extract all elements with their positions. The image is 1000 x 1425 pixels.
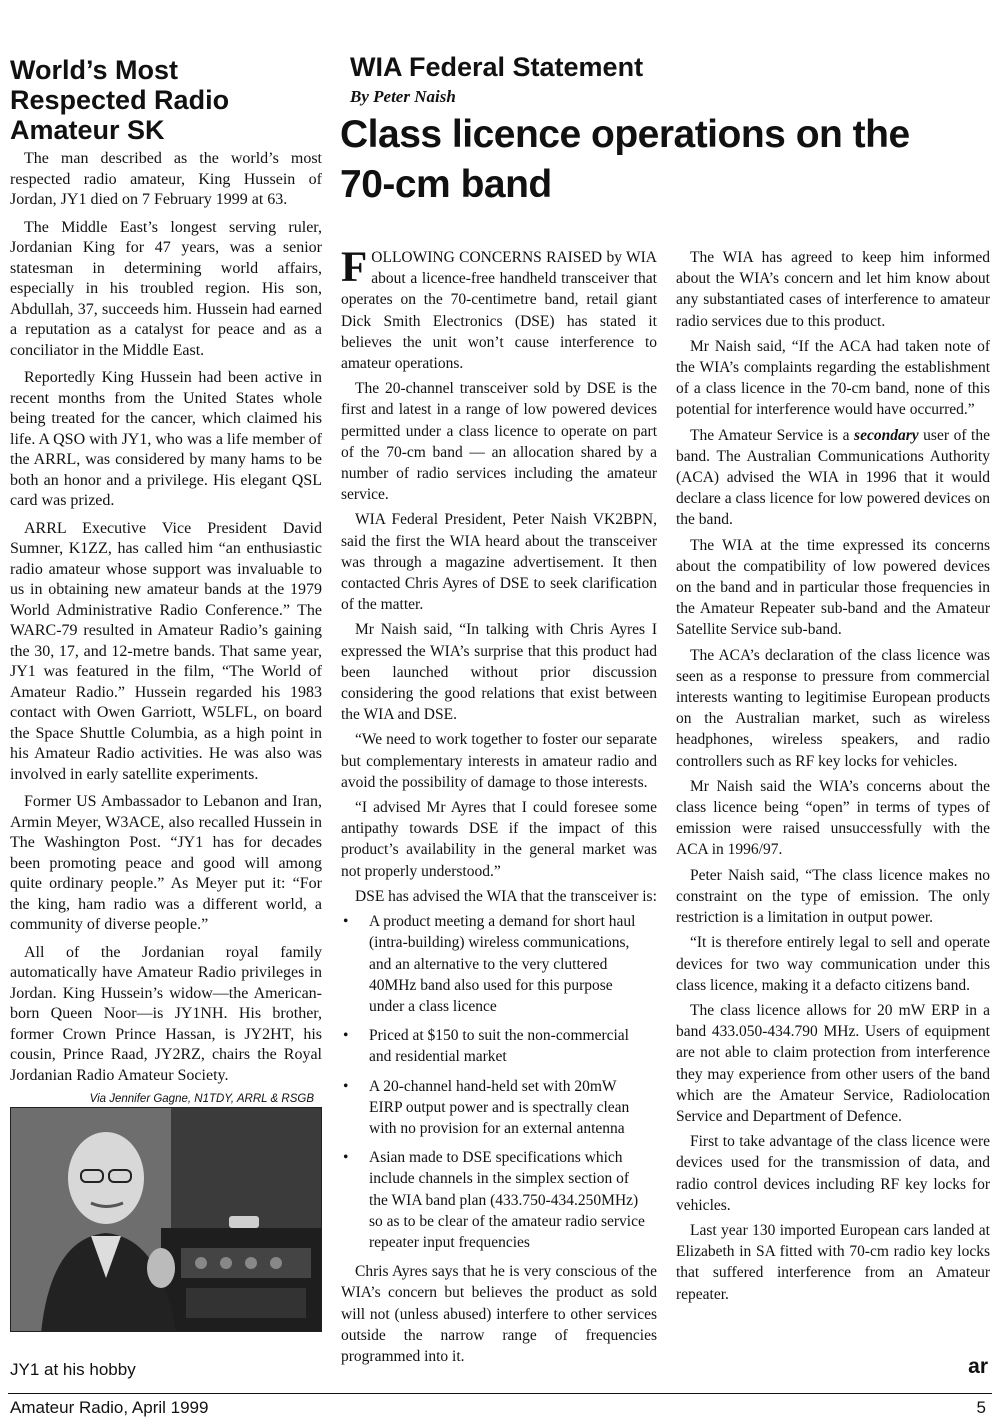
- publication-footer: Amateur Radio, April 1999: [10, 1398, 209, 1417]
- body-paragraph: “We need to work together to foster our separate but complementary interests in amateur radio and avoid the possibility of damage to those interests.: [341, 731, 657, 791]
- body-paragraph: The class licence allows for 20 mW ERP in a band 433.050-434.790 MHz. Users of equipment are not able to claim protection from interference they may experience from other users of the band which are the Amateur Service, Radiolocation Service and Department of Defence.: [676, 1001, 990, 1125]
- left-paragraph: All of the Jordanian royal family automatically have Amateur Radio privileges in Jordan. King Hussein’s widow—the American-born Queen Noor—is JY1NH. His brother, former Crown Prince Hassan, is JY2HT, his cousin, Prince Raad, JY2RZ, chairs the Royal Jordanian Radio Amateur Society.: [10, 943, 322, 1084]
- body-paragraph: “It is therefore entirely legal to sell and operate devices for two way communication under this class licence, making it a defacto citizens band.: [676, 934, 990, 994]
- page-number: 5: [976, 1398, 986, 1417]
- photo-illustration: [11, 1108, 322, 1332]
- body-paragraph: Last year 130 imported European cars landed at Elizabeth in SA fitted with 70-cm radio key locks that suffered interference from an Amateur repeater.: [676, 1221, 990, 1303]
- body-paragraph: The Amateur Service is a secondary user of the band. The Australian Communications Authority (ACA) advised the WIA in 1996 that it would declare a class licence for low powered devices on the band.: [676, 426, 990, 529]
- end-mark: ar: [968, 1355, 988, 1378]
- kicker: WIA Federal Statement: [350, 52, 644, 82]
- bullet-item: • A product meeting a demand for short haul (intra-building) wireless communications, and an alternative to the very cluttered 40MHz band also used for this purpose under a class licence: [341, 911, 657, 1017]
- article-column-b: [676, 247, 990, 1309]
- body-paragraph: WIA Federal President, Peter Naish VK2BPN, said the first the WIA heard about the transceiver was through a magazine advertisement. It then contacted Chris Ayres of DSE to seek clarification of the matter.: [341, 511, 657, 614]
- footer-rule: [8, 1393, 992, 1394]
- photo-caption: JY1 at his hobby: [10, 1360, 136, 1379]
- lead-paragraph: FOLLOWING CONCERNS RAISED by WIA about a licence-free handheld transceiver that operates on the 70-centimetre band, retail giant Dick Smith Electronics (DSE) has stated it believes the unit won’t cause interference to amateur operations.: [341, 244, 657, 373]
- body-paragraph: Mr Naish said, “In talking with Chris Ayres I expressed the WIA’s surprise that this product had been launched without prior discussion considering the good relations that exist between the WIA and DSE.: [341, 621, 657, 724]
- left-paragraph: The Middle East’s longest serving ruler, Jordanian King for 47 years, was a senior statesman in determining world affairs, especially in his troubled region. His son, Abdullah, 37, succeeds him. Hussein had earned a reputation as a catalyst for peace and as a conciliator in the Middle East.: [10, 218, 322, 359]
- bullet-item: • Priced at $150 to suit the non-commercial and residential market: [341, 1025, 657, 1067]
- headline: Class licence operations on the 70-cm band: [340, 113, 910, 206]
- left-paragraph: The man described as the world’s most respected radio amateur, King Hussein of Jordan, JY1 died on 7 February 1999 at 63.: [10, 150, 322, 208]
- body-paragraph: Peter Naish said, “The class licence makes no constraint on the type of emission. The only restriction is a limitation in output power.: [676, 866, 990, 927]
- body-paragraph: First to take advantage of the class licence were devices used for the transmission of data, and radio control devices including RF key locks for vehicles.: [676, 1133, 990, 1214]
- body-paragraph: DSE has advised the WIA that the transceiver is:: [355, 887, 657, 905]
- emphasis-secondary: secondary: [854, 426, 919, 444]
- body-paragraph: The ACA’s declaration of the class licence was seen as a response to pressure from commercial interests wanting to legitimise European products on the Australian market, such as wireless headphones, wireless speakers, and radio controllers such as RF key locks for vehicles.: [676, 646, 990, 770]
- photo-credit: Via Jennifer Gagne, N1TDY, ARRL & RSGB: [89, 1093, 314, 1105]
- byline: By Peter Naish: [350, 87, 456, 106]
- left-article: [10, 55, 322, 1332]
- left-article-title: World’s Most Respected Radio Amateur SK: [10, 55, 230, 145]
- left-paragraph: ARRL Executive Vice President David Sumner, K1ZZ, has called him “an enthusiastic radio amateur whose support was invaluable to us in obtaining new amateur bands at the 1979 World Administrative Radio Conference.” The WARC-79 resulted in Amateur Radio’s gaining the 30, 17, and 12-metre bands. That same year, JY1 was featured in the film, “The World of Amateur Radio.” Hussein regarded his 1983 contact with Owen Garriott, W5LFL, on board the Space Shuttle Columbia, as a high point in his Amateur Radio activities. He was also was involved in early satellite experiments.: [10, 519, 322, 783]
- body-paragraph: The 20-channel transceiver sold by DSE is the first and latest in a range of low powered devices permitted under a class licence to operate on part of the 70-cm band — an allocation shared by a number of radio services including the amateur service.: [341, 380, 657, 504]
- king-hussein-photo: [10, 1107, 322, 1332]
- article-column-a: [341, 244, 657, 1371]
- bullet-item: • Asian made to DSE specifications which include channels in the simplex section of the WIA band plan (433.750-434.250MHz) so as to be clear of the amateur radio service repeater input frequencies: [341, 1147, 657, 1253]
- lead-caps: OLLOWING CONCERNS RAISED: [371, 249, 603, 266]
- body-paragraph: Mr Naish said, “If the ACA had taken note of the WIA’s complaints regarding the establishment of a class licence in the 70-cm band, none of this potential for interference would have occurred.”: [676, 337, 990, 419]
- body-paragraph: Chris Ayres says that he is very conscious of the WIA’s concern but believes the product as sold will not (unless abused) interfere to other services outside the narrow range of frequencies programmed into it.: [341, 1263, 657, 1365]
- body-paragraph: Mr Naish said the WIA’s concerns about the class licence being “open” in terms of types of emission were raised unsuccessfully with the ACA in 1996/97.: [676, 777, 990, 859]
- dropcap: F: [341, 244, 368, 291]
- body-paragraph: The WIA has agreed to keep him informed about the WIA’s concern and let him know about any substantiated cases of interference to amateur radio services due to this product.: [676, 249, 990, 330]
- body-paragraph: The WIA at the time expressed its concerns about the compatibility of low powered devices on the band and in particular those frequencies in the Amateur Repeater sub-band and the Amateur Satellite Service sub-band.: [676, 536, 990, 639]
- body-paragraph: “I advised Mr Ayres that I could foresee some antipathy towards DSE if the impact of this product’s availability in the general market was not properly understood.”: [341, 799, 657, 880]
- left-paragraph: Reportedly King Hussein had been active in recent months from the United States whole being treated for the cancer, which claimed his life. A QSO with JY1, who was a life member of the ARRL, was considered by many hams to be both an honor and a privilege. His elegant QSL card was prized.: [10, 369, 322, 509]
- bullet-item: • A 20-channel hand-held set with 20mW EIRP output power and is spectrally clean with no provision for an external antenna: [341, 1076, 657, 1140]
- left-paragraph: Former US Ambassador to Lebanon and Iran, Armin Meyer, W3ACE, also recalled Hussein in The Washington Post. “JY1 has for decades been promoting peace and good will among quite ordinary people.” As Meyer put it: “For the king, ham radio was a different world, a community of diverse people.”: [10, 793, 322, 933]
- bullet-list: [341, 911, 657, 1253]
